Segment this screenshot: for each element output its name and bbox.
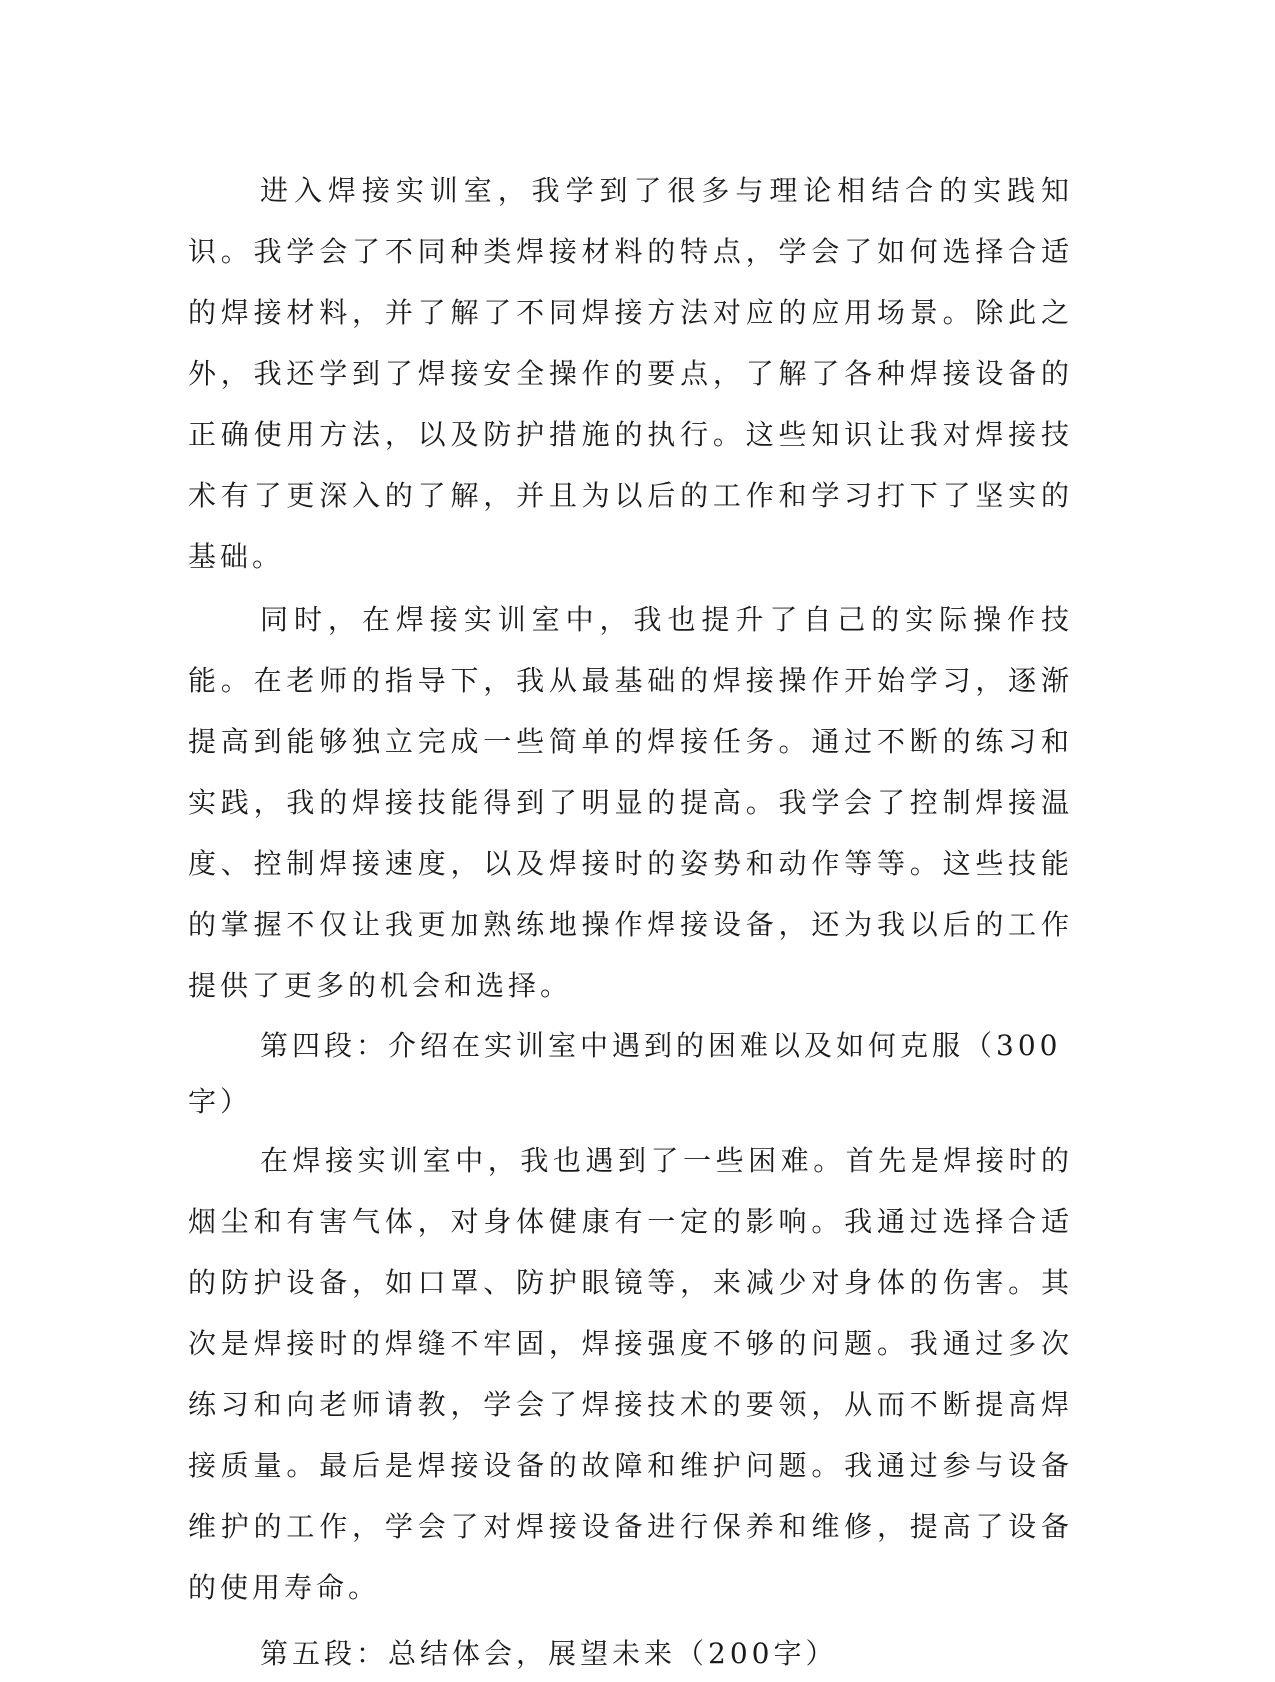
section-5-heading: 第五段：总结体会，展望未来（200字）: [260, 1637, 838, 1670]
paragraph-difficulties: 在焊接实训室中，我也遇到了一些困难。首先是焊接时的烟尘和有害气体，对身体健康有一定的影响。我通过选择合适的防护设备，如口罩、防护眼镜等，来减少对身体的伤害。其次是焊接时的焊缝不牢固，焊接强度不够的问题。我通过多次练习和向老师请教，学会了焊接技术的要领，从而不断提高焊接质量。最后是焊接设备的故障和维护问题。我通过参与设备维护的工作，学会了对焊接设备进行保养和维修，提高了设备的使用寿命。: [188, 1144, 1073, 1604]
document-body: [188, 160, 1073, 1682]
paragraph-skills: 同时，在焊接实训室中，我也提升了自己的实际操作技能。在老师的指导下，我从最基础的焊接操作开始学习，逐渐提高到能够独立完成一些简单的焊接任务。通过不断的练习和实践，我的焊接技能得到了明显的提高。我学会了控制焊接温度、控制焊接速度，以及焊接时的姿势和动作等等。这些技能的掌握不仅让我更加熟练地操作焊接设备，还为我以后的工作提供了更多的机会和选择。: [188, 603, 1073, 1002]
section-4-heading: 第四段：介绍在实训室中遇到的困难以及如何克服（300字）: [188, 1029, 1062, 1118]
paragraph-knowledge: 进入焊接实训室，我学到了很多与理论相结合的实践知识。我学会了不同种类焊接材料的特点，学会了如何选择合适的焊接材料，并了解了不同焊接方法对应的应用场景。除此之外，我还学到了焊接安全操作的要点，了解了各种焊接设备的正确使用方法，以及防护措施的执行。这些知识让我对焊接技术有了更深入的了解，并且为以后的工作和学习打下了坚实的基础。: [188, 174, 1073, 573]
